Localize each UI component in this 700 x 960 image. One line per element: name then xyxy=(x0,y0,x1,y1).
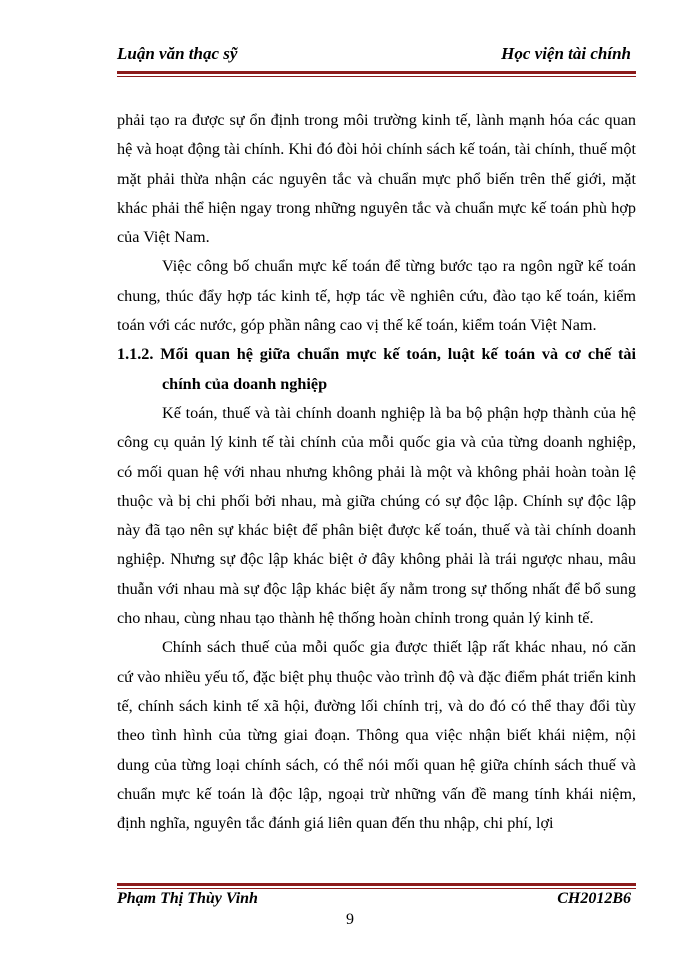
header-thesis-label: Luận văn thạc sỹ xyxy=(117,44,238,63)
page-body xyxy=(117,106,636,838)
paragraph: Chính sách thuế của mỗi quốc gia được thiết lập rất khác nhau, nó căn cứ vào nhiều yếu tố, đặc biệt phụ thuộc vào trình độ và đặc điểm phát triển kinh tế, chính sách kinh tế xã hội, đường lối chính trị, và do đó có thể thay đổi tùy theo tình hình của từng giai đoạn. Thông qua việc nhận biết khái niệm, nội dung của từng loại chính sách, có thể nói mối quan hệ giữa chính sách thuế và chuẩn mực kế toán là độc lập, ngoại trừ những vấn đề mang tính khái niệm, định nghĩa, nguyên tắc đánh giá liên quan đến thu nhập, chi phí, lợi xyxy=(117,638,636,833)
footer-divider xyxy=(117,883,636,889)
paragraph: Việc công bố chuẩn mực kế toán để từng bước tạo ra ngôn ngữ kế toán chung, thúc đẩy hợp tác kinh tế, hợp tác về nghiên cứu, đào tạo kế toán, kiểm toán với các nước, góp phần nâng cao vị thế kế toán, kiểm toán Việt Nam. xyxy=(117,257,636,335)
header-institution-label: Học viện tài chính xyxy=(501,44,631,63)
section-heading: 1.1.2. Mối quan hệ giữa chuẩn mực kế toán, luật kế toán và cơ chế tài chính của doanh nghiệp xyxy=(117,345,636,393)
page-number: 9 xyxy=(346,911,354,928)
header-divider xyxy=(117,71,636,77)
footer-author: Phạm Thị Thùy Vinh xyxy=(117,890,258,907)
footer-class-code: CH2012B6 xyxy=(557,890,631,907)
paragraph-continuation: phải tạo ra được sự ổn định trong môi trường kinh tế, lành mạnh hóa các quan hệ và hoạt động tài chính. Khi đó đòi hỏi chính sách kế toán, tài chính, thuế một mặt phải thừa nhận các nguyên tắc và chuẩn mực phổ biến trên thế giới, mặt khác phải thể hiện ngay trong những nguyên tắc và chuẩn mực kế toán phù hợp của Việt Nam. xyxy=(117,111,636,247)
paragraph: Kế toán, thuế và tài chính doanh nghiệp là ba bộ phận hợp thành của hệ công cụ quản lý kinh tế tài chính của mỗi quốc gia và của từng doanh nghiệp, có mối quan hệ với nhau nhưng không phải là một và không phải hoàn toàn lệ thuộc và bị chi phối bởi nhau, mà giữa chúng có sự độc lập. Chính sự độc lập này đã tạo nên sự khác biệt để phân biệt được kế toán, thuế và tài chính doanh nghiệp. Nhưng sự độc lập khác biệt ở đây không phải là trái ngược nhau, mâu thuẫn với nhau mà sự độc lập khác biệt ấy nằm trong sự thống nhất để bổ sung cho nhau, cùng nhau tạo thành hệ thống hoàn chỉnh trong quản lý kinh tế. xyxy=(117,403,636,628)
